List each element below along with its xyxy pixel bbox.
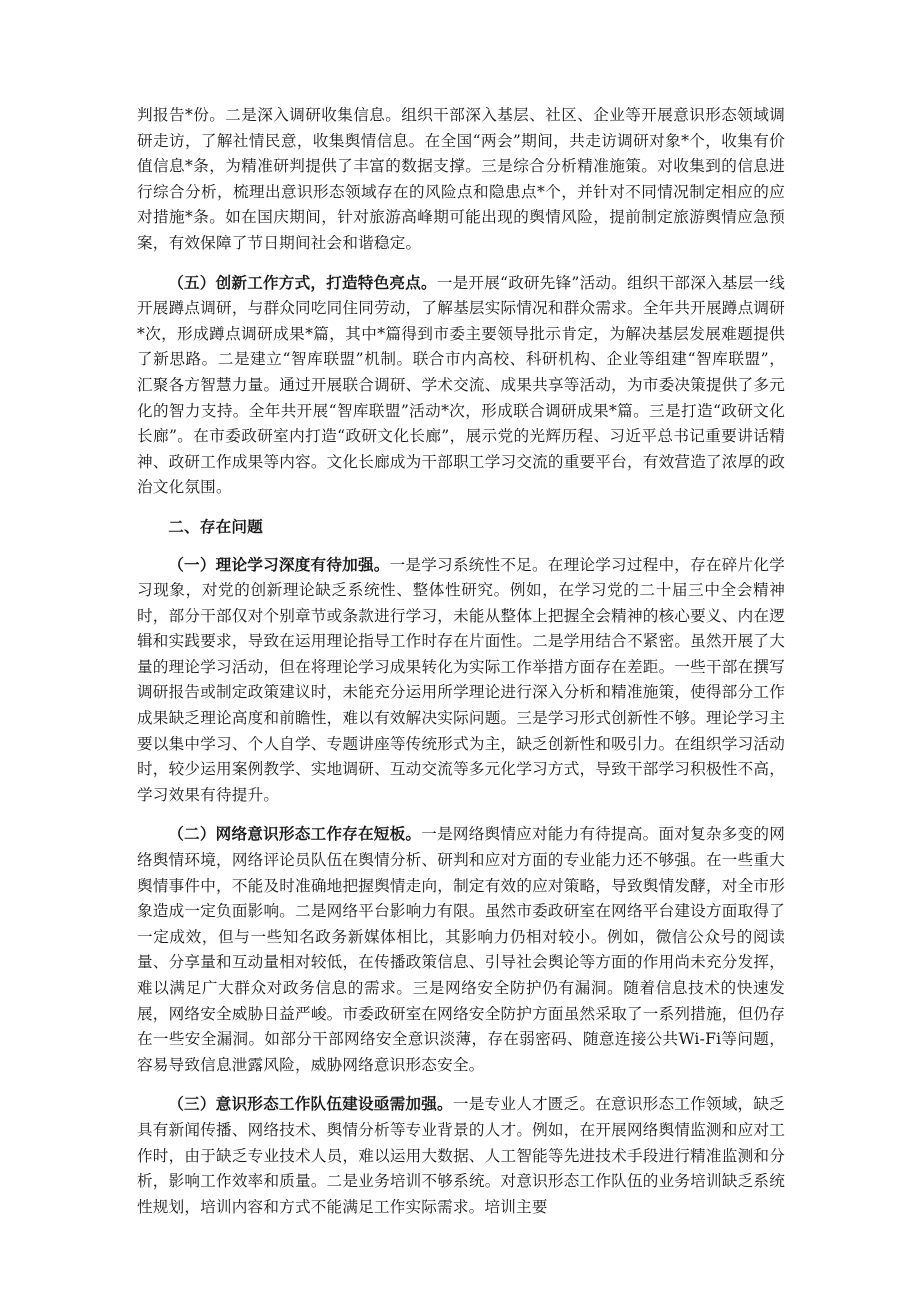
paragraph-problem-1 — [137, 552, 785, 809]
paragraph-lead: （一）理论学习深度有待加强。 — [168, 554, 390, 574]
paragraph-continued — [137, 103, 785, 257]
paragraph-section-5 — [137, 270, 785, 501]
paragraph-body: 一是网络舆情应对能力有待提高。面对复杂多变的网络舆情环境，网络评论员队伍在舆情分析、研判和应对方面的专业能力还不够强。在一些重大舆情事件中，不能及时准确地把握舆情走向，制定有效的应对策略，导致舆情发酵，对全市形象造成一定负面影响。二是网络平台影响力有限。虽然市委政研室在网络平台建设方面取得了一定成效，但与一些知名政务新媒体相比，其影响力仍相对较小。例如，微信公众号的阅读量、分享量和互动量相对较低，在传播政策信息、引导社会舆论等方面的作用尚未充分发挥，难以满足广大群众对政务信息的需求。三是网络安全防护仍有漏洞。随着信息技术的快速发展，网络安全威胁日益严峻。市委政研室在网络安全防护方面虽然采取了一系列措施，但仍存在一些安全漏洞。如部分干部网络安全意识淡薄，存在弱密码、随意连接公共Wi-Fi等问题，容易导致信息泄露风险，威胁网络意识形态安全。 — [137, 825, 785, 1074]
paragraph-body: 一是专业人才匮乏。在意识形态工作领域，缺乏具有新闻传播、网络技术、舆情分析等专业背景的人才。例如，在开展网络舆情监测和应对工作时，由于缺乏专业技术人员，难以运用大数据、人工智能等先进技术手段进行精准监测和分析，影响工作效率和质量。二是业务培训不够系统。对意识形态工作队伍的业务培训缺乏系统性规划，培训内容和方式不能满足工作实际需求。培训主要 — [137, 1095, 785, 1216]
section-heading: 二、存在问题 — [168, 516, 263, 536]
paragraph-lead: （五）创新工作方式，打造特色亮点。 — [168, 272, 437, 292]
paragraph-body: 一是开展“政研先锋”活动。组织干部深入基层一线开展蹲点调研，与群众同吃同住同劳动，了解基层实际情况和群众需求。全年共开展蹲点调研*次，形成蹲点调研成果*篇，其中*篇得到市委主要领导批示肯定，为解决基层发展难题提供了新思路。二是建立“智库联盟”机制。联合市内高校、科研机构、企业等组建“智库联盟”，汇聚各方智慧力量。通过开展联合调研、学术交流、成果共享等活动，为市委决策提供了多元化的智力支持。全年共开展“智库联盟”活动*次，形成联合调研成果*篇。三是打造“政研文化长廊”。在市委政研室内打造“政研文化长廊”，展示党的光辉历程、习近平总书记重要讲话精神、政研工作成果等内容。文化长廊成为干部职工学习交流的重要平台，有效营造了浓厚的政治文化氛围。 — [137, 273, 785, 497]
paragraph-problem-2 — [137, 821, 785, 1078]
document-page — [137, 103, 785, 1233]
paragraph-body: 一是学习系统性不足。在理论学习过程中，存在碎片化学习现象，对党的创新理论缺乏系统性、整体性研究。例如，在学习党的二十届三中全会精神时，部分干部仅对个别章节或条款进行学习，未能从整体上把握全会精神的核心要义、内在逻辑和实践要求，导致在运用理论指导工作时存在片面性。二是学用结合不紧密。虽然开展了大量的理论学习活动，但在将理论学习成果转化为实际工作举措方面存在差距。一些干部在撰写调研报告或制定政策建议时，未能充分运用所学理论进行深入分析和精准施策，使得部分工作成果缺乏理论高度和前瞻性，难以有效解决实际问题。三是学习形式创新性不够。理论学习主要以集中学习、个人自学、专题讲座等传统形式为主，缺乏创新性和吸引力。在组织学习活动时，较少运用案例教学、实地调研、互动交流等多元化学习方式，导致干部学习积极性不高，学习效果有待提升。 — [137, 555, 785, 804]
paragraph-lead: （二）网络意识形态工作存在短板。 — [168, 824, 422, 844]
paragraph-lead: （三）意识形态工作队伍建设亟需加强。 — [168, 1094, 453, 1114]
paragraph-body: 判报告*份。二是深入调研收集信息。组织干部深入基层、社区、企业等开展意识形态领域调研走访，了解社情民意，收集舆情信息。在全国“两会”期间，共走访调研对象*个，收集有价值信息*条，为精准研判提供了丰富的数据支撑。三是综合分析精准施策。对收集到的信息进行综合分析，梳理出意识形态领域存在的风险点和隐患点*个，并针对不同情况制定相应的应对措施*条。如在国庆期间，针对旅游高峰期可能出现的舆情风险，提前制定旅游舆情应急预案，有效保障了节日期间社会和谐稳定。 — [137, 106, 785, 252]
paragraph-problem-3 — [137, 1091, 785, 1220]
